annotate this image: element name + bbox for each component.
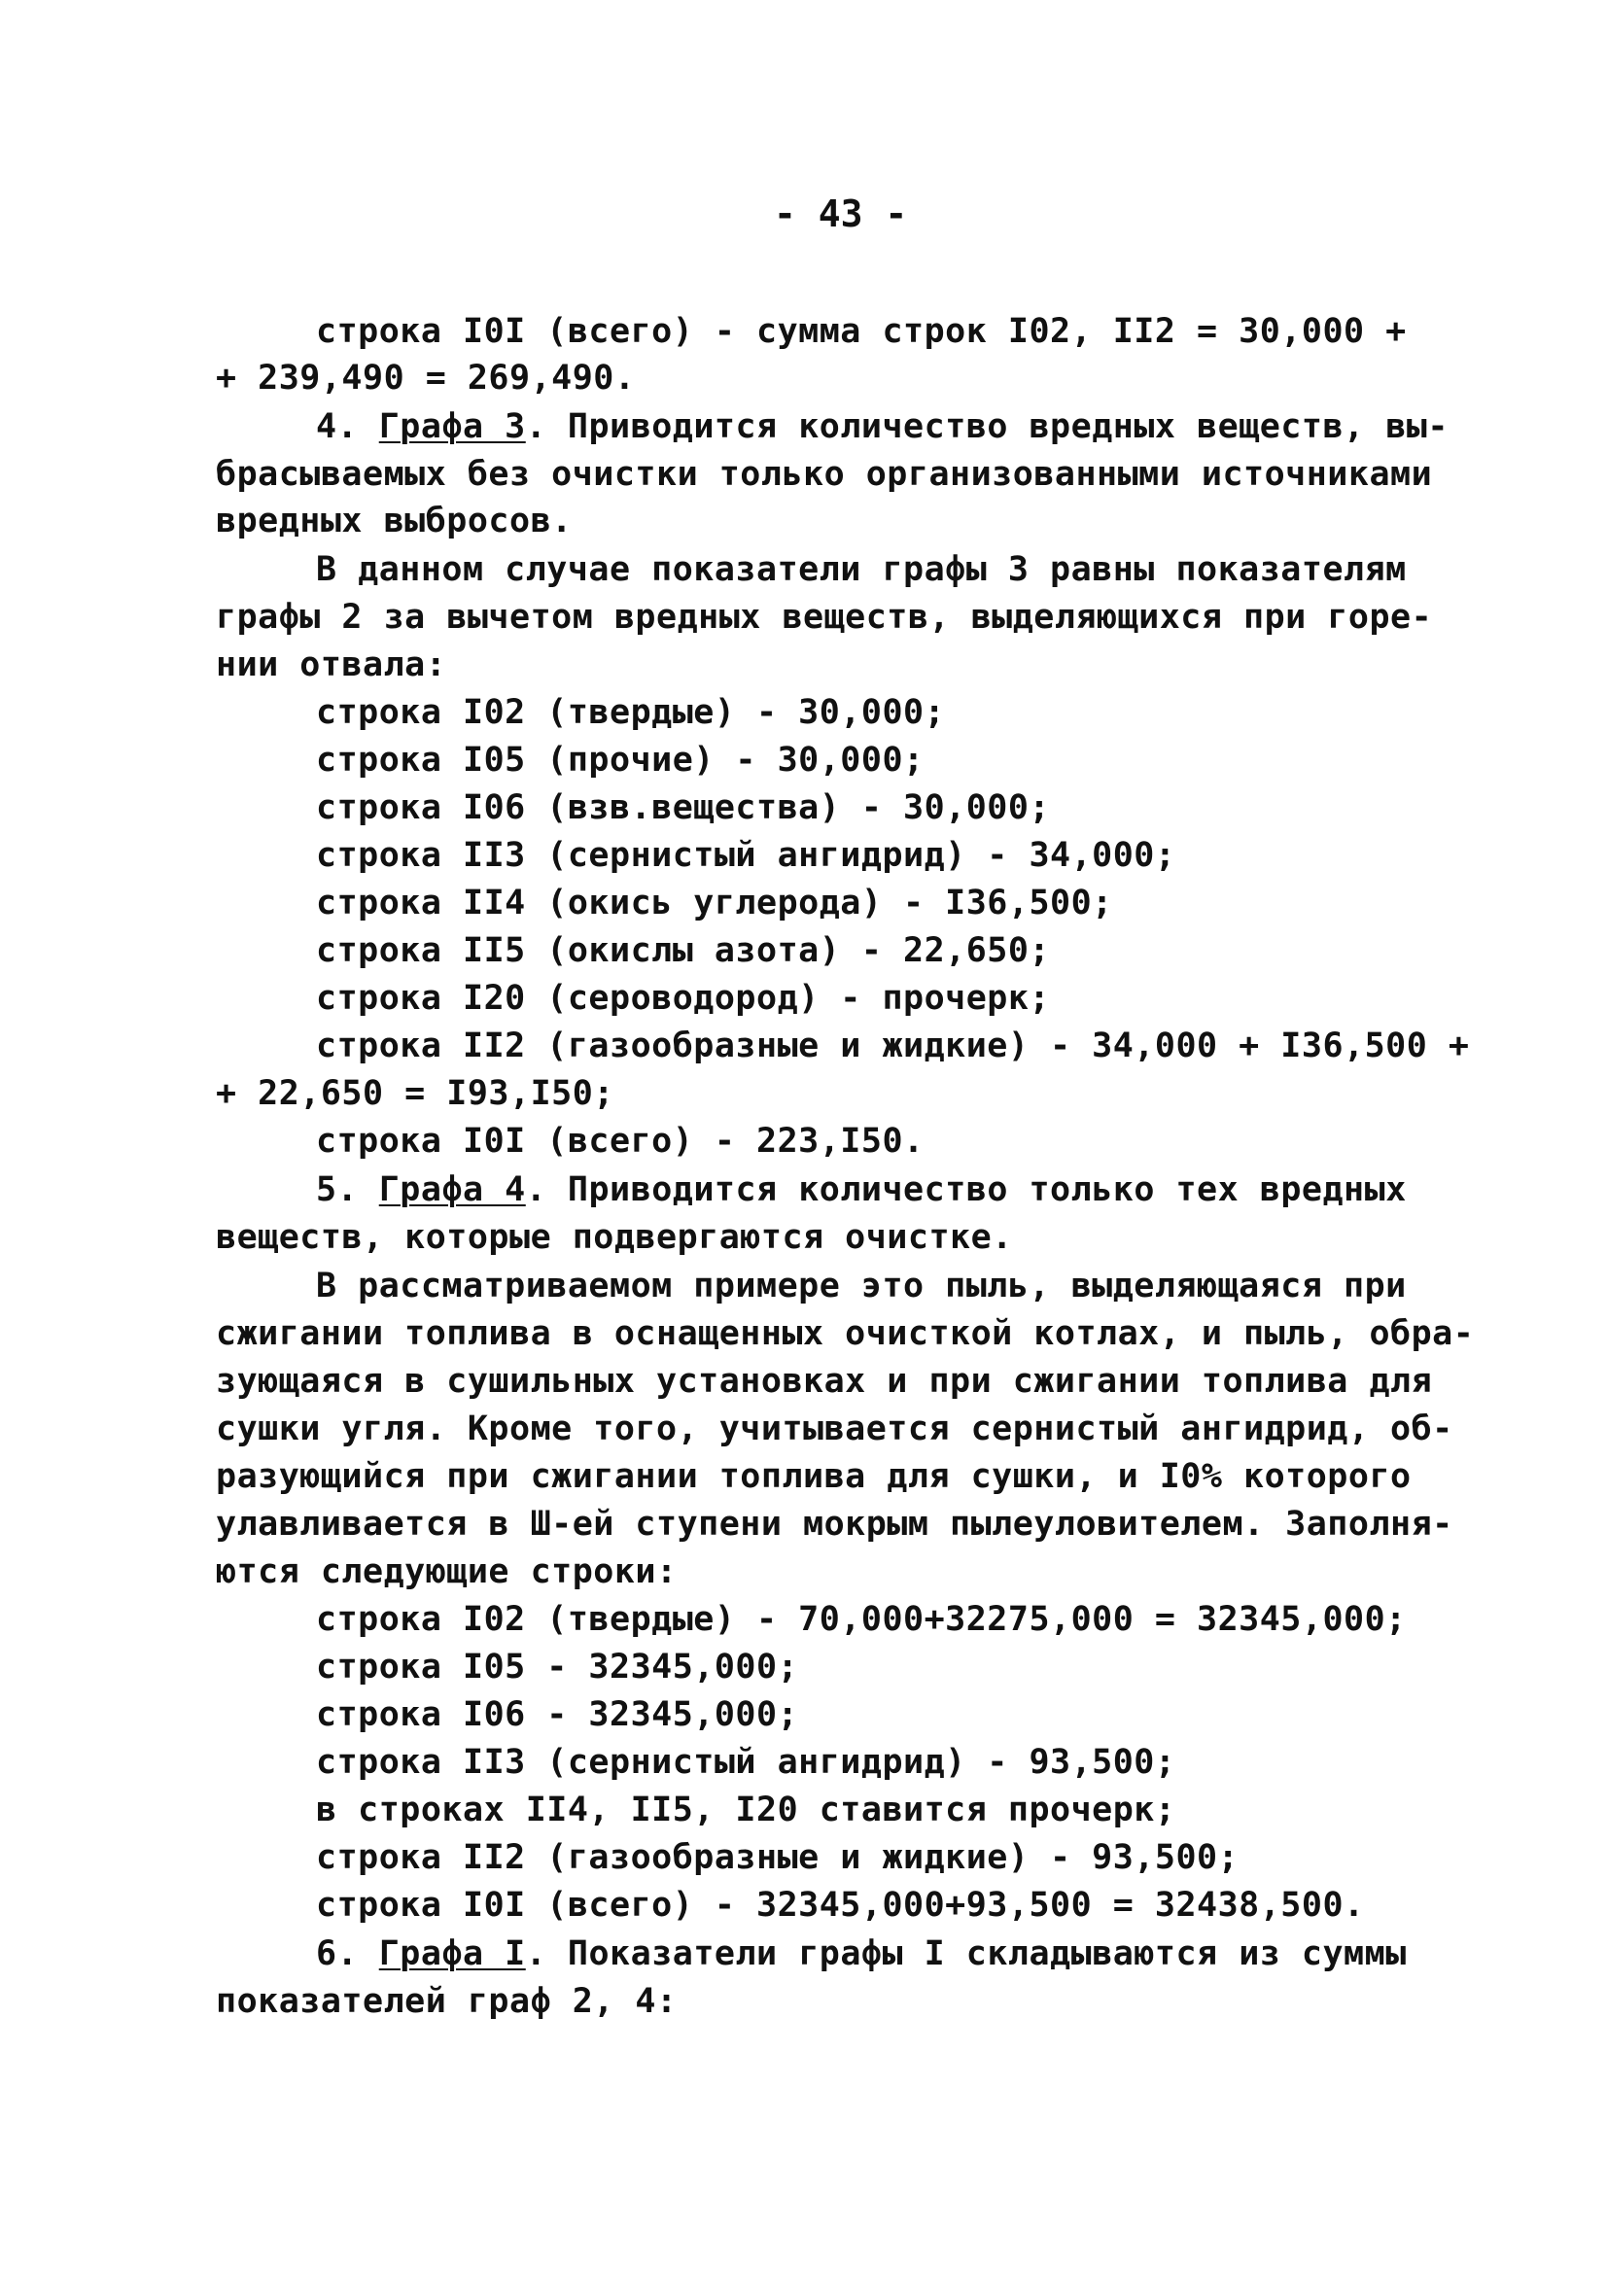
item-number: 6. (316, 1934, 359, 1973)
list-line: строка I20 (сероводород) - прочерк; (316, 979, 1051, 1018)
list-line: строка I06 - 32345,000; (316, 1695, 799, 1734)
graph-reference: Графа 4 (378, 1170, 526, 1209)
paragraph-6-first-line (316, 1931, 1407, 1976)
graph-reference: Графа I (378, 1934, 526, 1973)
text-line: В рассматриваемом примере это пыль, выделяющаяся при (316, 1267, 1407, 1305)
text-line: брасываемых без очистки только организованными источниками (216, 455, 1433, 494)
text-line: ются следующие строки: (216, 1552, 678, 1591)
list-line: строка II2 (газообразные и жидкие) - 34,000 + I36,500 + (316, 1026, 1470, 1065)
text-line: Приводится количество только тех вредных (567, 1170, 1407, 1209)
text-line: В данном случае показатели графы 3 равны показателям (316, 550, 1407, 589)
text-line: графы 2 за вычетом вредных веществ, выделяющихся при горе- (216, 598, 1433, 637)
paragraph-5-first-line (316, 1167, 1407, 1212)
list-line: строка I0I (всего) - 32345,000+93,500 = 32438,500. (316, 1886, 1365, 1925)
text-line: + 239,490 = 269,490. (216, 359, 636, 398)
page-number: - 43 - (774, 192, 908, 235)
item-number: 4. (316, 407, 359, 446)
text-line: Показатели графы I складываются из суммы (567, 1934, 1407, 1973)
text-line: Приводится количество вредных веществ, вы- (567, 407, 1449, 446)
text-line: улавливается в Ш-ей ступени мокрым пылеуловителем. Заполня- (216, 1505, 1453, 1544)
graph-reference: Графа 3 (378, 407, 526, 446)
text-line: строка I0I (всего) - сумма строк I02, II2 = 30,000 + (316, 312, 1407, 351)
list-line: строка II4 (окись углерода) - I36,500; (316, 884, 1113, 922)
list-line: строка II3 (сернистый ангидрид) - 34,000; (316, 836, 1176, 875)
list-line: строка II2 (газообразные и жидкие) - 93,500; (316, 1838, 1240, 1877)
punctuation: . (525, 1934, 547, 1973)
list-line: в строках II4, II5, I20 ставится прочерк; (316, 1791, 1176, 1829)
list-line: строка II3 (сернистый ангидрид) - 93,500; (316, 1743, 1176, 1782)
punctuation: . (525, 1170, 547, 1209)
list-line: строка I02 (твердые) - 30,000; (316, 693, 946, 732)
list-line: + 22,650 = I93,I50; (216, 1074, 614, 1113)
punctuation: . (525, 407, 547, 446)
list-line: строка I05 (прочие) - 30,000; (316, 741, 925, 780)
text-line: веществ, которые подвергаются очистке. (216, 1218, 1013, 1257)
list-line: строка I0I (всего) - 223,I50. (316, 1122, 925, 1161)
list-line: строка I02 (твердые) - 70,000+32275,000 = 32345,000; (316, 1600, 1407, 1639)
paragraph-4-first-line (316, 404, 1449, 449)
text-line: вредных выбросов. (216, 502, 573, 540)
text-line: зующаяся в сушильных установках и при сжигании топлива для (216, 1362, 1433, 1401)
text-line: разующийся при сжигании топлива для сушки, и I0% которого (216, 1457, 1412, 1496)
text-line: сжигании топлива в оснащенных очисткой котлах, и пыль, обра- (216, 1314, 1475, 1353)
item-number: 5. (316, 1170, 359, 1209)
list-line: строка I06 (взв.вещества) - 30,000; (316, 788, 1051, 827)
text-line: показателей граф 2, 4: (216, 1982, 678, 2021)
text-line: сушки угля. Кроме того, учитывается сернистый ангидрид, об- (216, 1409, 1453, 1448)
list-line: строка I05 - 32345,000; (316, 1648, 799, 1687)
list-line: строка II5 (окислы азота) - 22,650; (316, 931, 1051, 970)
text-line: нии отвала: (216, 645, 447, 684)
